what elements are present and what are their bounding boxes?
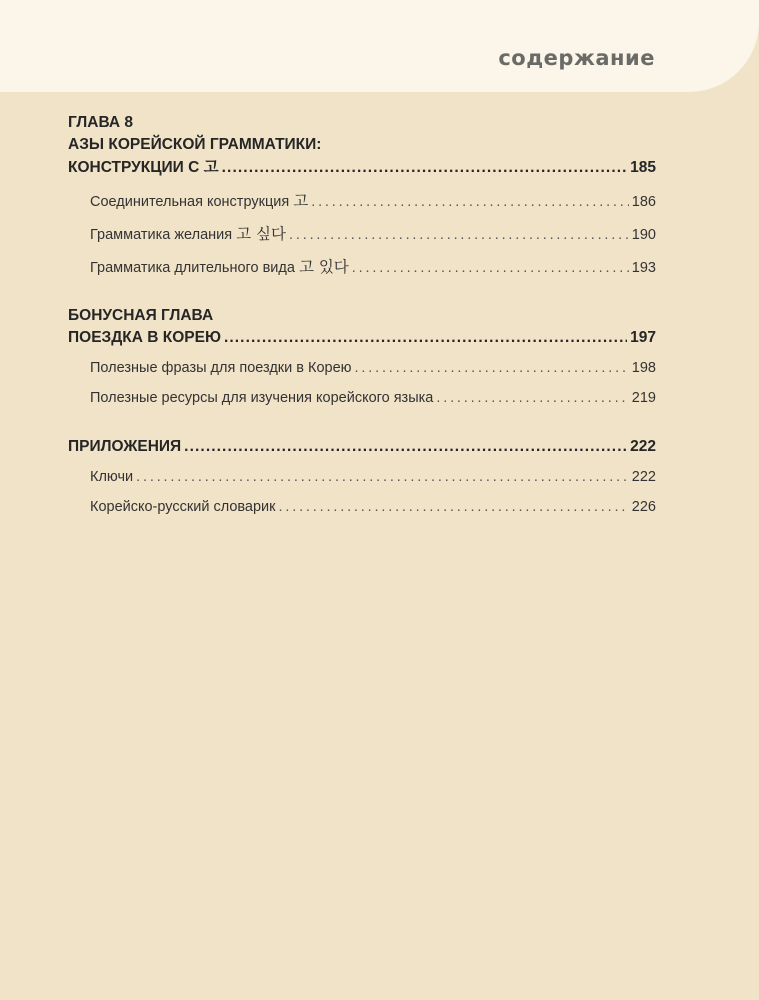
page-number: 226 (631, 499, 656, 515)
dot-leader (279, 496, 629, 518)
dot-leader (224, 327, 627, 349)
entry-label: Соединительная конструкция 고 (90, 192, 309, 210)
toc-section-bonus (68, 305, 656, 409)
dot-leader (355, 357, 629, 379)
toc-chapter-entry[interactable] (68, 156, 656, 179)
entry-label: Грамматика длительного вида 고 있다 (90, 258, 349, 276)
toc-section-chapter-8 (68, 112, 656, 279)
toc-entry[interactable] (90, 223, 656, 246)
korean-text: 고 (293, 192, 309, 210)
entry-label: Корейско-русский словарик (90, 499, 276, 515)
korean-text: 고 싶다 (236, 225, 286, 243)
chapter-label: ГЛАВА 8 (68, 114, 134, 131)
toc-entry[interactable] (90, 496, 656, 518)
page-number: 185 (630, 159, 656, 176)
entry-label: Полезные ресурсы для изучения корейского языка (90, 390, 434, 406)
toc-chapter-entry[interactable] (68, 327, 656, 349)
page-title: содержание (498, 46, 655, 70)
page-number: 197 (630, 329, 656, 346)
toc-entry[interactable] (90, 357, 656, 379)
entry-label: Ключи (90, 469, 134, 485)
entry-label: Полезные фразы для поездки в Корею (90, 360, 352, 376)
toc-entry[interactable] (90, 190, 656, 213)
page-number: 186 (631, 194, 656, 210)
toc-section-appendix (68, 436, 656, 518)
entry-label: КОНСТРУКЦИИ С 고 (68, 158, 219, 176)
dot-leader (184, 436, 627, 458)
page-number: 219 (631, 390, 656, 406)
chapter-title: АЗЫ КОРЕЙСКОЙ ГРАММАТИКИ: (68, 136, 322, 153)
toc-chapter-entry[interactable] (68, 436, 656, 458)
dot-leader (311, 191, 629, 213)
dot-leader (436, 387, 628, 409)
page-number: 222 (630, 438, 656, 455)
korean-text: 고 있다 (298, 258, 349, 276)
toc-entry[interactable] (90, 387, 656, 409)
entry-label: Грамматика желания 고 싶다 (90, 225, 286, 243)
entry-label: ПОЕЗДКА В КОРЕЮ (68, 329, 221, 346)
dot-leader (289, 224, 629, 246)
page-number: 222 (631, 469, 656, 485)
entry-label: ПРИЛОЖЕНИЯ (68, 438, 182, 455)
toc-entry[interactable] (90, 256, 656, 279)
page-number: 190 (631, 227, 656, 243)
korean-text: 고 (203, 158, 219, 176)
dot-leader (222, 157, 628, 179)
dot-leader (352, 257, 629, 279)
table-of-contents (68, 112, 656, 518)
page-number: 198 (631, 360, 656, 376)
dot-leader (136, 466, 629, 488)
page-number: 193 (631, 260, 656, 276)
chapter-label: БОНУСНАЯ ГЛАВА (68, 307, 214, 324)
toc-entry[interactable] (90, 466, 656, 488)
